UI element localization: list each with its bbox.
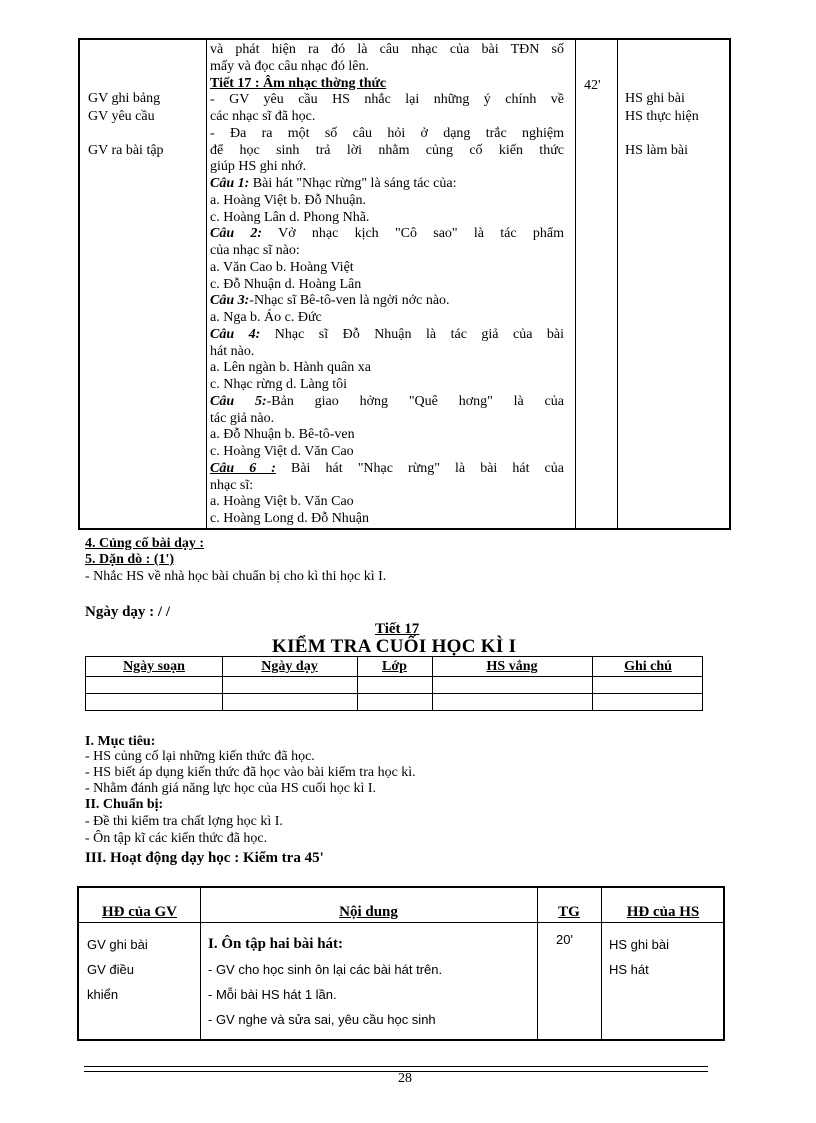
row-divider [79,922,723,923]
cung-co-heading: 4. Củng cố bài dạy : [85,536,205,551]
teacher-activity-column [88,90,164,160]
col-divider [206,40,207,528]
question-label: Câu 6 : [210,460,276,476]
content-line: Câu 1: Bài hát "Nhạc rừng" là sáng tác của: [210,176,457,191]
hoat-dong-title: III. Hoạt động dạy học : Kiểm tra 45' [85,850,324,866]
gv-line: khiển [87,987,119,1002]
student-activity: HS làm bài [625,143,688,158]
lesson-activity-table [78,38,731,530]
col-divider [575,40,576,528]
content-line: a. Đỗ Nhuận b. Bê-tô-ven [210,427,355,443]
header-hd-hs: HĐ của HS [626,904,700,920]
time-cell: 42' [584,78,601,93]
row-divider [86,693,702,694]
gv-line: GV điều [87,962,134,977]
header-ngay-day: Ngày dạy [261,659,318,674]
content-line: nhạc sĩ: [210,477,254,493]
content-line: c. Hoàng Việt d. Văn Cao [210,444,354,459]
content-line: các nhạc sĩ đã học. [210,109,316,124]
content-line: giúp HS ghi nhớ. [210,159,307,175]
content-line: của nhạc sĩ nào: [210,243,300,258]
student-activity: HS ghi bài [625,91,685,106]
ngay-day: Ngày dạy : / / [85,604,171,620]
content-line: - GV yêu cầu HS nhắc lại những ý chính về [210,92,564,108]
content-line: - GV nghe và sửa sai, yêu cầu học sinh [208,1012,436,1027]
question-label: Câu 2: [210,226,263,242]
content-line: - Đa ra một số câu hỏi ở dạng trắc nghiệm [210,125,564,141]
content-line: a. Hoàng Việt b. Đỗ Nhuận. [210,192,366,208]
chuan-bi-title: II. Chuẩn bị: [85,797,164,812]
header-hs-vang: HS vắng [486,659,538,674]
content-line: mấy và đọc câu nhạc đó lên. [210,58,369,74]
content-line: c. Hoàng Lân d. Phong Nhã. [210,209,370,225]
content-line: hát nào. [210,343,255,359]
student-activity: HS thực hiện [625,109,699,124]
activity-table [77,886,725,1041]
hs-activity [609,932,669,982]
content-line: c. Hoàng Long d. Đỗ Nhuận [210,511,370,526]
header-hd-gv: HĐ của GV [102,904,177,920]
dan-do-text: - Nhắc HS về nhà học bài chuẩn bị cho kì thi học kì I. [85,569,387,584]
question-label: Câu 1: [210,176,250,191]
muc-tieu-item: - Nhằm đánh giá năng lực học của HS cuối học kì I. [85,781,377,796]
hs-line: HS hát [609,962,649,977]
row-divider [86,676,702,677]
tiet-label: Tiết 17 [375,621,420,637]
gv-line: GV ghi bài [87,937,148,952]
teacher-activity: GV yêu cầu [88,109,155,124]
gv-activity [87,932,148,1007]
content-line: - GV cho học sinh ôn lại các bài hát trên. [208,962,443,977]
page-number: 28 [398,1071,412,1086]
content-line: c. Nhạc rừng d. Làng tôi [210,377,348,392]
content-line: Câu 6 : Bài hát "Nhạc rừng" là bài hát của [210,460,564,476]
content-line: Câu 3:-Nhạc sĩ Bê-tô-ven là ngời nớc nào. [210,293,450,309]
content-cell [208,932,442,1032]
header-tg: TG [558,904,580,920]
content-line: a. Văn Cao b. Hoàng Việt [210,259,354,275]
student-activity-column [625,90,699,160]
content-line: và phát hiện ra đó là câu nhạc của bài TĐN số [210,42,564,57]
col-divider [617,40,618,528]
content-line: a. Nga b. Áo c. Đức [210,310,322,325]
teacher-activity: GV ra bài tập [88,143,164,158]
question-label: Câu 4: [210,326,261,342]
content-line: Câu 5:-Bản giao hởng "Quê hơng" là của [210,393,564,409]
content-line: - Mỗi bài HS hát 1 lần. [208,987,337,1002]
content-line: a. Hoàng Việt b. Văn Cao [210,494,354,510]
hs-line: HS ghi bài [609,937,669,952]
muc-tieu-title: I. Mục tiêu: [85,734,156,749]
question-label: Câu 3: [210,293,250,309]
header-ngay-soan: Ngày soạn [123,659,185,674]
footer-rule [84,1071,708,1072]
muc-tieu-item: - HS biết áp dụng kiến thức đã học vào bài kiểm tra học kì. [85,765,416,780]
schedule-table [85,656,703,711]
lesson-title: KIỂM TRA CUỐI HỌC KÌ I [272,636,517,657]
chuan-bi-item: - Ôn tập kĩ các kiến thức đã học. [85,831,268,846]
muc-tieu-item: - HS củng cố lại những kiến thức đã học. [85,749,315,764]
content-line: để học sinh trả lời nhằm củng cố kiến thức [210,142,564,158]
header-noi-dung: Nội dung [339,904,398,920]
content-title: I. Ôn tập hai bài hát: [208,936,344,952]
content-line: Tiết 17 : Âm nhạc thờng thức [210,75,387,91]
teacher-activity: GV ghi bảng [88,91,161,106]
question-label: Câu 5: [210,393,267,409]
header-ghi-chu: Ghi chú [624,659,672,674]
content-line: Câu 2: Vở nhạc kịch "Cô sao" là tác phẩm [210,226,564,242]
chuan-bi-item: - Đề thi kiểm tra chất lợng học kì I. [85,814,283,829]
content-line: Câu 4: Nhạc sĩ Đỗ Nhuận là tác giả của bài [210,326,564,342]
dan-do-heading: 5. Dặn dò : (1') [85,552,175,567]
time-cell: 20' [556,932,573,947]
content-line: c. Đỗ Nhuận d. Hoàng Lân [210,276,362,292]
header-lop: Lớp [382,659,407,674]
content-line: tác giả nào. [210,410,275,426]
content-line: a. Lên ngàn b. Hành quân xa [210,360,371,376]
footer-rule [84,1066,708,1067]
